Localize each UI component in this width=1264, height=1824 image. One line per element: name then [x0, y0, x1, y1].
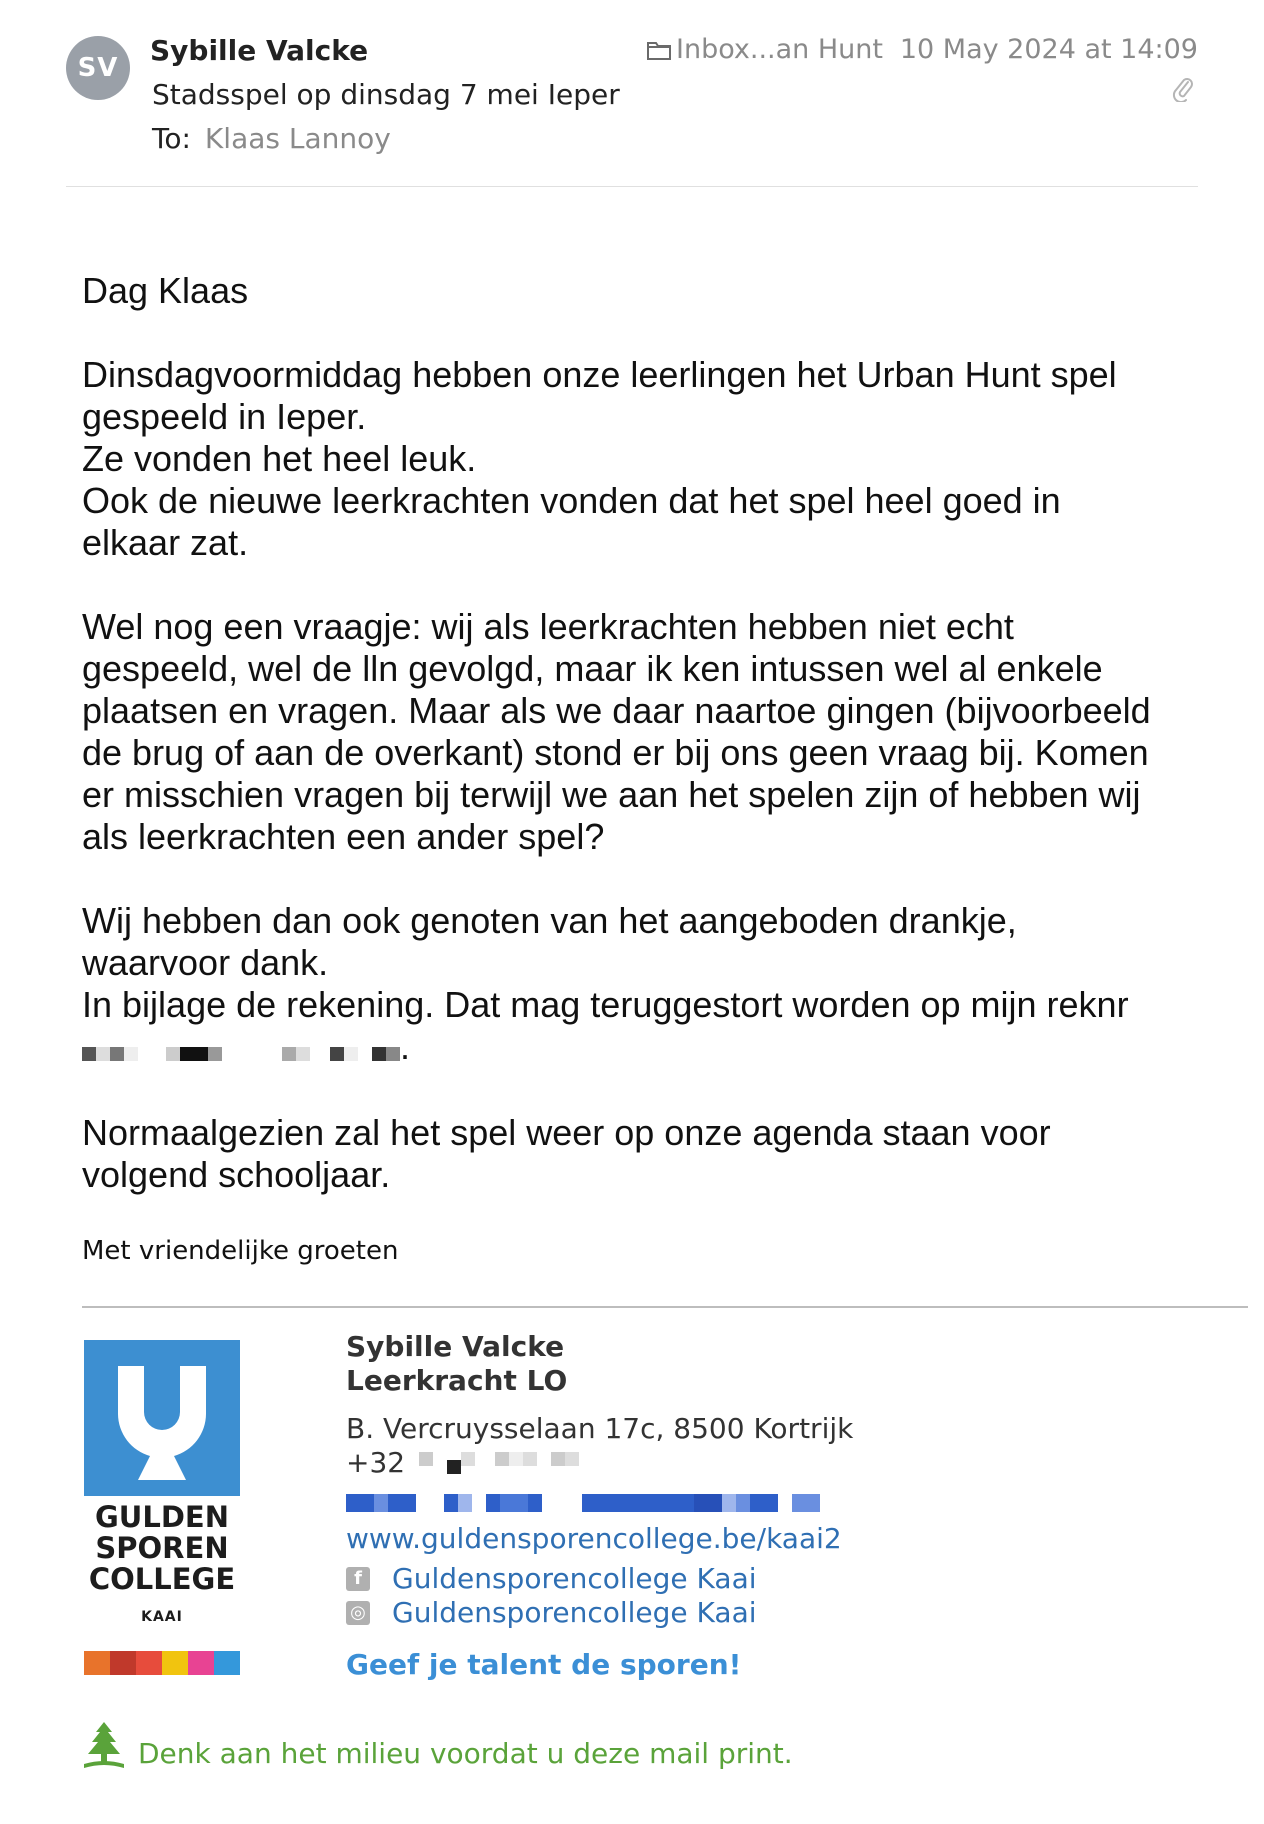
redacted-email[interactable] — [346, 1494, 853, 1512]
avatar-initials: SV — [77, 53, 119, 83]
signature-divider — [82, 1306, 1248, 1308]
body-line: waarvoor dank. — [82, 942, 329, 983]
to-label: To: — [152, 122, 191, 155]
recipient-name[interactable]: Klaas Lannoy — [204, 122, 391, 155]
body-line: Ook de nieuwe leerkrachten vonden dat het spel heel goed in — [82, 480, 1061, 521]
redacted-account-number — [82, 1028, 400, 1070]
logo-subtitle: KAAI — [141, 1609, 183, 1625]
mailbox-name: Inbox...an Hunt — [676, 34, 883, 65]
body-line: volgend schooljaar. — [82, 1154, 391, 1196]
instagram-link[interactable] — [346, 1596, 853, 1630]
sender-name[interactable]: Sybille Valcke — [150, 34, 369, 67]
body-line: elkaar zat. — [82, 522, 249, 563]
logo-color-bar — [84, 1651, 240, 1675]
mailbox-location[interactable] — [646, 34, 883, 65]
message-date: 10 May 2024 at 14:09 — [899, 34, 1198, 65]
website-link[interactable]: www.guldensporencollege.be/kaai2 — [346, 1522, 842, 1555]
instagram-icon: ◎ — [346, 1601, 370, 1625]
message-header — [0, 0, 1264, 190]
body-line: Wel nog een vraagje: wij als leerkrachten hebben niet echt — [82, 606, 1014, 647]
signature-name: Sybille Valcke — [346, 1330, 565, 1363]
redacted-account-line — [82, 1026, 1202, 1070]
logo-emblem — [84, 1340, 240, 1496]
body-line: gespeeld in Ieper. — [82, 396, 367, 437]
signature-phone — [346, 1446, 853, 1480]
facebook-icon: f — [346, 1567, 370, 1591]
paperclip-icon[interactable] — [1172, 76, 1194, 102]
facebook-label: Guldensporencollege Kaai — [392, 1562, 757, 1595]
body-line: Normaalgezien zal het spel weer op onze agenda staan voor — [82, 1112, 1051, 1154]
body-line: Wij hebben dan ook genoten van het aangeboden drankje, — [82, 900, 1017, 941]
body-line: gespeeld, wel de lln gevolgd, maar ik ken intussen wel al enkele — [82, 648, 1103, 689]
logo-wordmark: GULDEN SPOREN COLLEGE — [88, 1500, 236, 1596]
eco-text: Denk aan het milieu voordat u deze mail print. — [138, 1737, 793, 1770]
school-logo — [84, 1340, 240, 1675]
recipient-row — [152, 122, 391, 155]
signature-role: Leerkracht LO — [346, 1364, 568, 1397]
tree-icon — [82, 1720, 126, 1770]
greeting: Dag Klaas — [82, 270, 249, 311]
period: . — [400, 1026, 411, 1067]
logo-u-icon — [84, 1340, 240, 1496]
body-line: de brug of aan de overkant) stond er bij ons geen vraag bij. Komen — [82, 732, 1149, 773]
closing: Met vriendelijke groeten — [82, 1236, 399, 1266]
signature-slogan: Geef je talent de sporen! — [346, 1648, 742, 1681]
signature-block — [346, 1330, 853, 1681]
message-body — [82, 270, 1202, 1196]
body-line: plaatsen en vragen. Maar als we daar naartoe gingen (bijvoorbeeld — [82, 690, 1151, 731]
phone-prefix: +32 — [346, 1446, 406, 1479]
subject-line: Stadsspel op dinsdag 7 mei Ieper — [152, 78, 620, 111]
folder-icon — [646, 39, 672, 61]
avatar[interactable] — [66, 36, 130, 100]
body-line: Dinsdagvoormiddag hebben onze leerlingen het Urban Hunt spel — [82, 354, 1117, 395]
signature-address: B. Vercruysselaan 17c, 8500 Kortrijk — [346, 1412, 854, 1445]
body-line: Ze vonden het heel leuk. — [82, 438, 477, 479]
body-line: er misschien vragen bij terwijl we aan het spelen zijn of hebben wij — [82, 774, 1141, 815]
header-divider — [66, 186, 1198, 187]
instagram-label: Guldensporencollege Kaai — [392, 1596, 757, 1629]
eco-notice — [82, 1720, 793, 1770]
body-line: In bijlage de rekening. Dat mag teruggestort worden op mijn reknr — [82, 984, 1129, 1025]
facebook-link[interactable] — [346, 1562, 853, 1596]
body-line: als leerkrachten een ander spel? — [82, 816, 605, 857]
redacted-phone — [419, 1452, 579, 1474]
